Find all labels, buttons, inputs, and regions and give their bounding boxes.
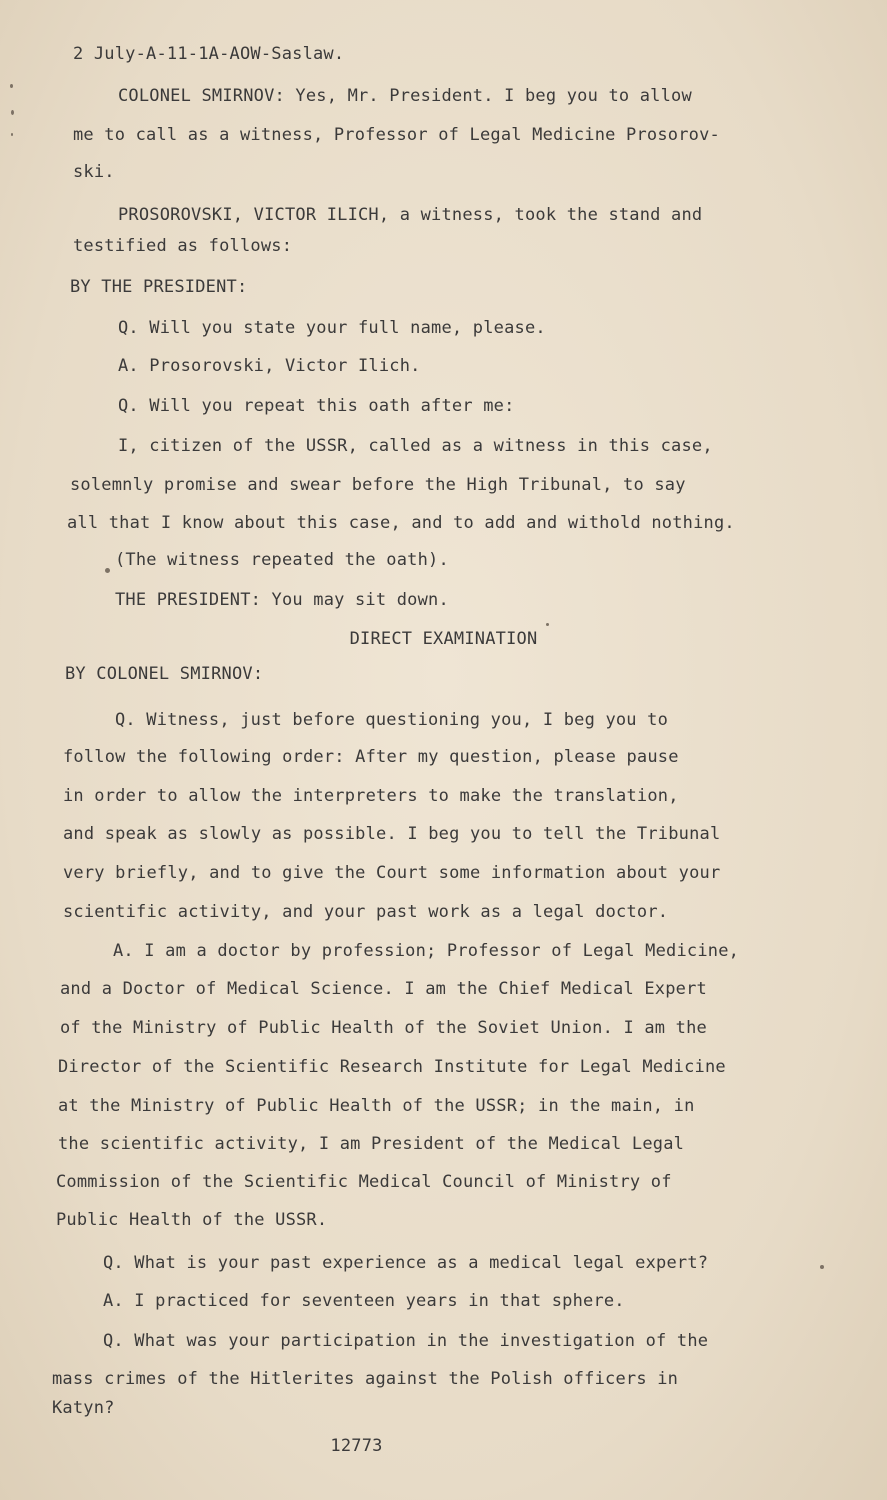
answer-line: A. I practiced for seventeen years in that sphere. (103, 1291, 625, 1311)
question-line: follow the following order: After my question, please pause (63, 747, 679, 767)
question-line: Q. What is your past experience as a medical legal expert? (103, 1253, 709, 1273)
text-line: me to call as a witness, Professor of Legal Medicine Prosorov- (73, 125, 720, 145)
paper-speck (105, 568, 110, 573)
text-line: THE PRESIDENT: You may sit down. (115, 590, 449, 610)
text-line: testified as follows: (73, 236, 293, 256)
text-line: (The witness repeated the oath). (115, 550, 449, 570)
answer-line: Director of the Scientific Research Institute for Legal Medicine (58, 1057, 726, 1077)
oath-line: all that I know about this case, and to add and withold nothing. (67, 513, 735, 533)
answer-line: A. Prosorovski, Victor Ilich. (118, 356, 421, 376)
question-line: mass crimes of the Hitlerites against the Polish officers in (52, 1369, 679, 1389)
question-line: Q. Witness, just before questioning you, I beg you to (115, 710, 669, 730)
paper-speck (546, 623, 549, 626)
page-number: 12773 (330, 1436, 383, 1456)
question-line: very briefly, and to give the Court some information about your (63, 863, 721, 883)
question-line: and speak as slowly as possible. I beg you to tell the Tribunal (63, 824, 721, 844)
text-line: PROSOROVSKI, VICTOR ILICH, a witness, took the stand and (118, 205, 703, 225)
text-line: ski. (73, 162, 115, 182)
answer-line: and a Doctor of Medical Science. I am the Chief Medical Expert (60, 979, 707, 999)
text-line: COLONEL SMIRNOV: Yes, Mr. President. I beg you to allow (118, 86, 692, 106)
question-line: Q. Will you state your full name, please. (118, 318, 546, 338)
document-header: 2 July-A-11-1A-AOW-Saslaw. (73, 44, 345, 64)
answer-line: at the Ministry of Public Health of the USSR; in the main, in (58, 1096, 695, 1116)
oath-line: I, citizen of the USSR, called as a witness in this case, (118, 436, 713, 456)
speaker-label: BY COLONEL SMIRNOV: (65, 664, 264, 684)
answer-line: Public Health of the USSR. (56, 1210, 328, 1230)
paper-speck (11, 133, 13, 136)
answer-line: of the Ministry of Public Health of the Soviet Union. I am the (60, 1018, 707, 1038)
paper-speck (11, 110, 14, 115)
speaker-label: BY THE PRESIDENT: (70, 277, 248, 297)
question-line: Katyn? (52, 1398, 115, 1418)
answer-line: the scientific activity, I am President of the Medical Legal (58, 1134, 685, 1154)
answer-line: A. I am a doctor by profession; Professor of Legal Medicine, (113, 941, 740, 961)
question-line: scientific activity, and your past work as a legal doctor. (63, 902, 669, 922)
answer-line: Commission of the Scientific Medical Council of Ministry of (56, 1172, 672, 1192)
question-line: in order to allow the interpreters to make the translation, (63, 786, 679, 806)
paper-speck (10, 84, 13, 88)
question-line: Q. What was your participation in the investigation of the (103, 1331, 709, 1351)
question-line: Q. Will you repeat this oath after me: (118, 396, 515, 416)
section-heading: DIRECT EXAMINATION (349, 629, 538, 649)
oath-line: solemnly promise and swear before the High Tribunal, to say (70, 475, 686, 495)
paper-speck (820, 1265, 824, 1269)
